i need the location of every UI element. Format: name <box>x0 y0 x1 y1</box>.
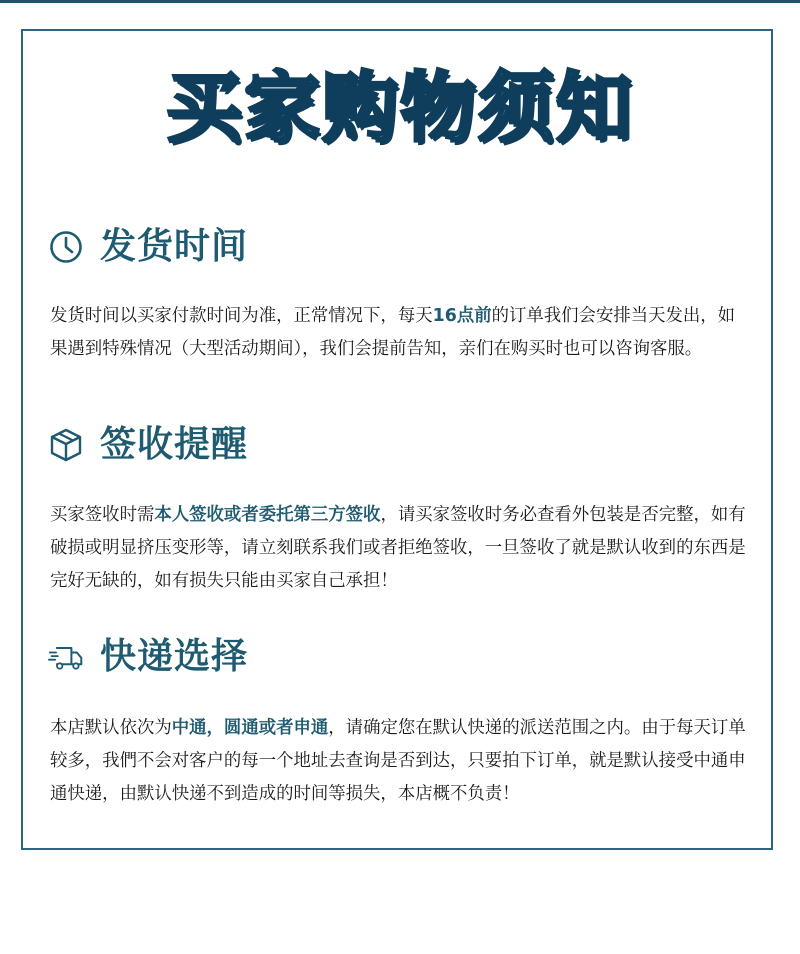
delivery-truck-icon <box>48 639 84 675</box>
text-segment: 买家签收时需 <box>50 505 155 525</box>
section-signing-reminder-header <box>48 420 248 470</box>
section-courier-choice-header <box>48 632 248 682</box>
highlight-text: 本人签收或者委托第三方签收 <box>154 505 381 525</box>
package-box-icon <box>48 427 84 463</box>
section-heading: 快递选择 <box>100 636 249 677</box>
section-heading: 签收提醒 <box>100 424 249 465</box>
text-segment: 的订单我们会安排当天发出，如果遇到特殊情况（大型活动期间），我们会提前告知，亲们在购买时也可以咨询客服。 <box>50 306 736 359</box>
text-segment: ，请确定您在默认快递的派送范围之内。由于每天订单较多，我們不会对客户的每一个地址去查询是否到达，只要拍下订单，就是默认接受中通申通快递，由默认快递不到造成的时间等损失，本店概不负责！ <box>50 718 746 804</box>
section-signing-reminder-text <box>50 499 752 598</box>
section-shipping-time-header <box>48 222 248 272</box>
text-segment: 发货时间以买家付款时间为准，正常情况下，每天 <box>50 306 433 326</box>
section-heading: 发货时间 <box>100 226 249 267</box>
top-divider-line <box>0 0 800 3</box>
text-segment: 本店默认依次为 <box>50 718 172 738</box>
page-title: 买家购物须知 <box>166 63 634 152</box>
section-courier-choice-text <box>50 712 752 811</box>
highlight-text: 中通，圆通或者申通 <box>171 718 329 738</box>
highlight-text: 16点前 <box>432 306 492 326</box>
clock-icon <box>48 229 84 265</box>
section-shipping-time-text <box>50 300 752 366</box>
text-segment: ，请买家签收时务必查看外包装是否完整，如有破损或明显挤压变形等，请立刻联系我们或者拒绝签收，一旦签收了就是默认收到的东西是完好无缺的，如有损失只能由买家自己承担！ <box>50 505 746 591</box>
